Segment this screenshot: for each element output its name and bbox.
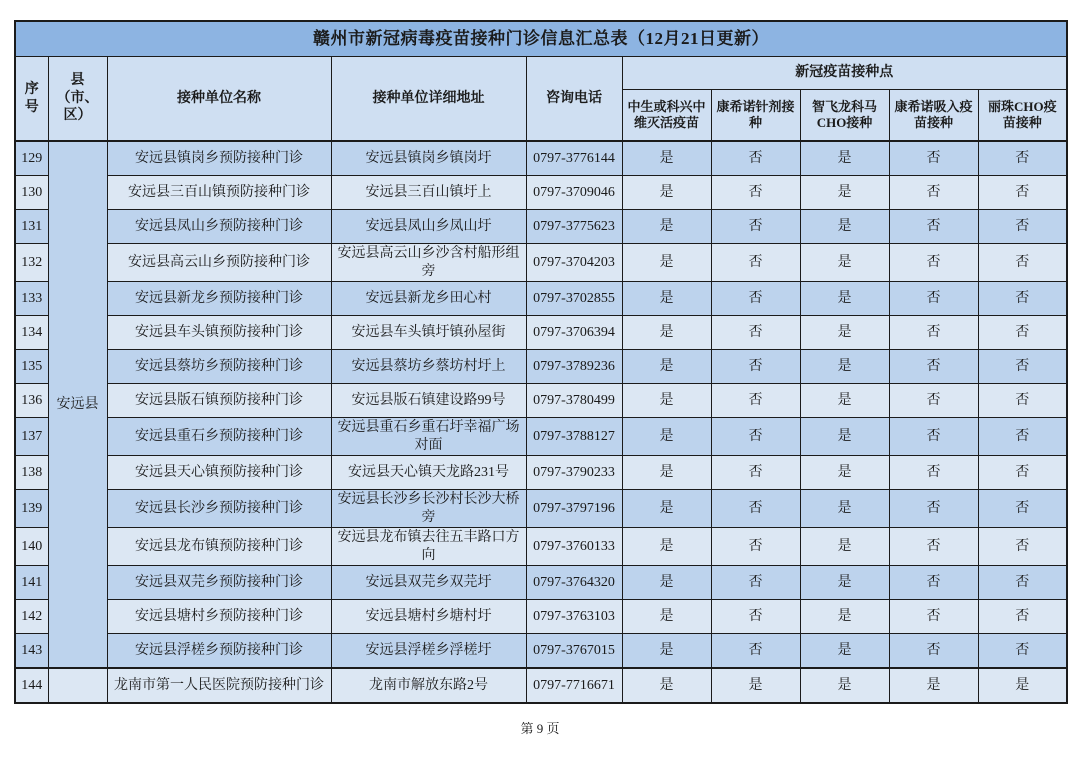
vaccine-flag-cell: 是 [622, 418, 711, 456]
vaccine-flag-cell: 是 [622, 282, 711, 316]
vaccine-flag-cell: 否 [978, 600, 1067, 634]
vaccine-flag-cell: 是 [800, 490, 889, 528]
vaccine-flag-cell: 是 [800, 176, 889, 210]
table-row [15, 418, 1067, 456]
seq-cell: 132 [15, 244, 48, 282]
table-row [15, 566, 1067, 600]
unit-name-cell: 安远县塘村乡预防接种门诊 [107, 600, 331, 634]
table-title: 赣州市新冠病毒疫苗接种门诊信息汇总表（12月21日更新） [15, 21, 1067, 57]
header-vaccine-zhifei-cho: 智飞龙科马CHO接种 [800, 90, 889, 142]
vaccine-flag-cell: 是 [800, 141, 889, 176]
address-cell: 安远县凤山乡凤山圩 [331, 210, 526, 244]
vaccine-flag-cell: 是 [800, 244, 889, 282]
county-cell [48, 668, 107, 703]
unit-name-cell: 安远县浮槎乡预防接种门诊 [107, 634, 331, 669]
header-phone: 咨询电话 [526, 57, 622, 142]
seq-cell: 139 [15, 490, 48, 528]
vaccine-flag-cell: 是 [622, 316, 711, 350]
seq-cell: 141 [15, 566, 48, 600]
header-vaccine-livzon-cho: 丽珠CHO疫苗接种 [978, 90, 1067, 142]
vaccine-flag-cell: 是 [622, 176, 711, 210]
seq-cell: 136 [15, 384, 48, 418]
vaccine-flag-cell: 否 [889, 384, 978, 418]
vaccine-flag-cell: 是 [800, 456, 889, 490]
page-footer [0, 718, 1080, 737]
phone-cell: 0797-3775623 [526, 210, 622, 244]
phone-cell: 0797-3767015 [526, 634, 622, 669]
table-row [15, 350, 1067, 384]
phone-cell: 0797-7716671 [526, 668, 622, 703]
table-row [15, 600, 1067, 634]
vaccine-flag-cell: 是 [622, 600, 711, 634]
phone-cell: 0797-3788127 [526, 418, 622, 456]
vaccine-flag-cell: 是 [622, 456, 711, 490]
address-cell: 安远县浮槎乡浮槎圩 [331, 634, 526, 669]
vaccine-flag-cell: 是 [800, 668, 889, 703]
phone-cell: 0797-3789236 [526, 350, 622, 384]
unit-name-cell: 安远县高云山乡预防接种门诊 [107, 244, 331, 282]
seq-cell: 137 [15, 418, 48, 456]
unit-name-cell: 安远县版石镇预防接种门诊 [107, 384, 331, 418]
vaccine-flag-cell: 否 [978, 634, 1067, 669]
unit-name-cell: 安远县长沙乡预防接种门诊 [107, 490, 331, 528]
vaccine-flag-cell: 否 [889, 456, 978, 490]
vaccine-flag-cell: 是 [622, 490, 711, 528]
vaccine-flag-cell: 否 [889, 600, 978, 634]
vaccine-flag-cell: 是 [622, 634, 711, 669]
vaccine-flag-cell: 否 [711, 418, 800, 456]
header-vaccine-cansino-inhaled: 康希诺吸入疫苗接种 [889, 90, 978, 142]
table-row [15, 456, 1067, 490]
vaccine-flag-cell: 是 [622, 210, 711, 244]
title-row [15, 21, 1067, 57]
vaccine-flag-cell: 否 [711, 282, 800, 316]
vaccine-flag-cell: 否 [889, 528, 978, 566]
address-cell: 安远县龙布镇去往五丰路口方向 [331, 528, 526, 566]
vaccine-flag-cell: 是 [622, 528, 711, 566]
table-row [15, 244, 1067, 282]
vaccine-flag-cell: 否 [978, 282, 1067, 316]
phone-cell: 0797-3760133 [526, 528, 622, 566]
vaccine-flag-cell: 是 [800, 350, 889, 384]
vaccine-flag-cell: 是 [800, 316, 889, 350]
seq-cell: 138 [15, 456, 48, 490]
header-unit-name: 接种单位名称 [107, 57, 331, 142]
vaccine-flag-cell: 是 [978, 668, 1067, 703]
vaccine-flag-cell: 是 [800, 418, 889, 456]
vaccine-flag-cell: 是 [800, 384, 889, 418]
header-address: 接种单位详细地址 [331, 57, 526, 142]
vaccine-flag-cell: 是 [622, 350, 711, 384]
vaccine-flag-cell: 是 [800, 566, 889, 600]
vaccine-flag-cell: 是 [622, 384, 711, 418]
phone-cell: 0797-3790233 [526, 456, 622, 490]
table-row [15, 490, 1067, 528]
vaccine-flag-cell: 否 [889, 566, 978, 600]
vaccine-flag-cell: 否 [978, 176, 1067, 210]
vaccine-flag-cell: 否 [711, 384, 800, 418]
address-cell: 安远县重石乡重石圩幸福广场对面 [331, 418, 526, 456]
address-cell: 安远县镇岗乡镇岗圩 [331, 141, 526, 176]
vaccine-flag-cell: 是 [889, 668, 978, 703]
address-cell: 安远县三百山镇圩上 [331, 176, 526, 210]
vaccine-flag-cell: 否 [889, 210, 978, 244]
address-cell: 安远县双芫乡双芫圩 [331, 566, 526, 600]
header-county: 县（市、区） [48, 57, 107, 142]
unit-name-cell: 安远县镇岗乡预防接种门诊 [107, 141, 331, 176]
header-vaccine-cansino-injection: 康希诺针剂接种 [711, 90, 800, 142]
vaccine-flag-cell: 是 [800, 634, 889, 669]
phone-cell: 0797-3780499 [526, 384, 622, 418]
vaccine-flag-cell: 否 [978, 350, 1067, 384]
vaccine-flag-cell: 否 [711, 210, 800, 244]
unit-name-cell: 安远县凤山乡预防接种门诊 [107, 210, 331, 244]
unit-name-cell: 安远县三百山镇预防接种门诊 [107, 176, 331, 210]
vaccine-flag-cell: 否 [711, 456, 800, 490]
vaccine-flag-cell: 否 [711, 176, 800, 210]
table-row [15, 668, 1067, 703]
vaccine-flag-cell: 否 [978, 244, 1067, 282]
table-row [15, 176, 1067, 210]
vaccine-flag-cell: 是 [622, 141, 711, 176]
unit-name-cell: 安远县天心镇预防接种门诊 [107, 456, 331, 490]
vaccine-flag-cell: 否 [889, 282, 978, 316]
unit-name-cell: 安远县龙布镇预防接种门诊 [107, 528, 331, 566]
vaccine-flag-cell: 否 [889, 176, 978, 210]
vaccine-flag-cell: 否 [889, 634, 978, 669]
seq-cell: 140 [15, 528, 48, 566]
vaccine-flag-cell: 是 [622, 566, 711, 600]
table-body [15, 141, 1067, 703]
vaccine-flag-cell: 否 [711, 350, 800, 384]
table-row [15, 141, 1067, 176]
vaccine-flag-cell: 否 [978, 566, 1067, 600]
address-cell: 龙南市解放东路2号 [331, 668, 526, 703]
table-row [15, 316, 1067, 350]
vaccine-flag-cell: 否 [889, 316, 978, 350]
vaccine-flag-cell: 否 [978, 528, 1067, 566]
vaccine-flag-cell: 是 [800, 210, 889, 244]
address-cell: 安远县天心镇天龙路231号 [331, 456, 526, 490]
address-cell: 安远县高云山乡沙含村船形组旁 [331, 244, 526, 282]
seq-cell: 142 [15, 600, 48, 634]
address-cell: 安远县塘村乡塘村圩 [331, 600, 526, 634]
unit-name-cell: 安远县重石乡预防接种门诊 [107, 418, 331, 456]
phone-cell: 0797-3709046 [526, 176, 622, 210]
phone-cell: 0797-3797196 [526, 490, 622, 528]
county-cell: 安远县 [48, 141, 107, 668]
table-row [15, 210, 1067, 244]
table-row [15, 634, 1067, 669]
unit-name-cell: 安远县车头镇预防接种门诊 [107, 316, 331, 350]
vaccine-flag-cell: 否 [978, 316, 1067, 350]
seq-cell: 131 [15, 210, 48, 244]
header-vaccine-sinopharm: 中生或科兴中维灭活疫苗 [622, 90, 711, 142]
vaccine-flag-cell: 否 [889, 490, 978, 528]
phone-cell: 0797-3776144 [526, 141, 622, 176]
vaccine-flag-cell: 否 [978, 141, 1067, 176]
address-cell: 安远县长沙乡长沙村长沙大桥旁 [331, 490, 526, 528]
address-cell: 安远县新龙乡田心村 [331, 282, 526, 316]
address-cell: 安远县蔡坊乡蔡坊村圩上 [331, 350, 526, 384]
unit-name-cell: 安远县新龙乡预防接种门诊 [107, 282, 331, 316]
page-number-label: 第 9 页 [520, 721, 560, 736]
seq-cell: 130 [15, 176, 48, 210]
seq-cell: 129 [15, 141, 48, 176]
unit-name-cell: 安远县蔡坊乡预防接种门诊 [107, 350, 331, 384]
vaccine-flag-cell: 否 [711, 528, 800, 566]
vaccine-flag-cell: 是 [711, 668, 800, 703]
phone-cell: 0797-3764320 [526, 566, 622, 600]
phone-cell: 0797-3763103 [526, 600, 622, 634]
header-vaccine-group: 新冠疫苗接种点 [622, 57, 1067, 90]
vaccine-flag-cell: 是 [800, 282, 889, 316]
vaccine-flag-cell: 否 [711, 566, 800, 600]
vaccine-flag-cell: 否 [889, 350, 978, 384]
vaccine-flag-cell: 是 [622, 244, 711, 282]
vaccine-flag-cell: 否 [711, 600, 800, 634]
vaccine-flag-cell: 否 [978, 418, 1067, 456]
vaccine-flag-cell: 否 [711, 141, 800, 176]
phone-cell: 0797-3706394 [526, 316, 622, 350]
vaccine-flag-cell: 否 [978, 210, 1067, 244]
vaccine-flag-cell: 否 [978, 384, 1067, 418]
table-row [15, 528, 1067, 566]
vaccine-flag-cell: 否 [711, 316, 800, 350]
seq-cell: 143 [15, 634, 48, 669]
seq-cell: 135 [15, 350, 48, 384]
header-row-top [15, 57, 1067, 90]
vaccine-flag-cell: 否 [711, 244, 800, 282]
address-cell: 安远县版石镇建设路99号 [331, 384, 526, 418]
seq-cell: 133 [15, 282, 48, 316]
vaccine-clinic-table [14, 20, 1068, 704]
phone-cell: 0797-3704203 [526, 244, 622, 282]
vaccine-flag-cell: 否 [889, 418, 978, 456]
unit-name-cell: 龙南市第一人民医院预防接种门诊 [107, 668, 331, 703]
seq-cell: 144 [15, 668, 48, 703]
table-row [15, 282, 1067, 316]
vaccine-flag-cell: 否 [978, 456, 1067, 490]
phone-cell: 0797-3702855 [526, 282, 622, 316]
unit-name-cell: 安远县双芫乡预防接种门诊 [107, 566, 331, 600]
address-cell: 安远县车头镇圩镇孙屋街 [331, 316, 526, 350]
vaccine-flag-cell: 否 [978, 490, 1067, 528]
vaccine-flag-cell: 是 [622, 668, 711, 703]
vaccine-flag-cell: 否 [889, 244, 978, 282]
vaccine-flag-cell: 否 [711, 634, 800, 669]
vaccine-flag-cell: 是 [800, 528, 889, 566]
table-row [15, 384, 1067, 418]
seq-cell: 134 [15, 316, 48, 350]
header-seq: 序号 [15, 57, 48, 142]
vaccine-flag-cell: 否 [889, 141, 978, 176]
vaccine-flag-cell: 是 [800, 600, 889, 634]
vaccine-flag-cell: 否 [711, 490, 800, 528]
